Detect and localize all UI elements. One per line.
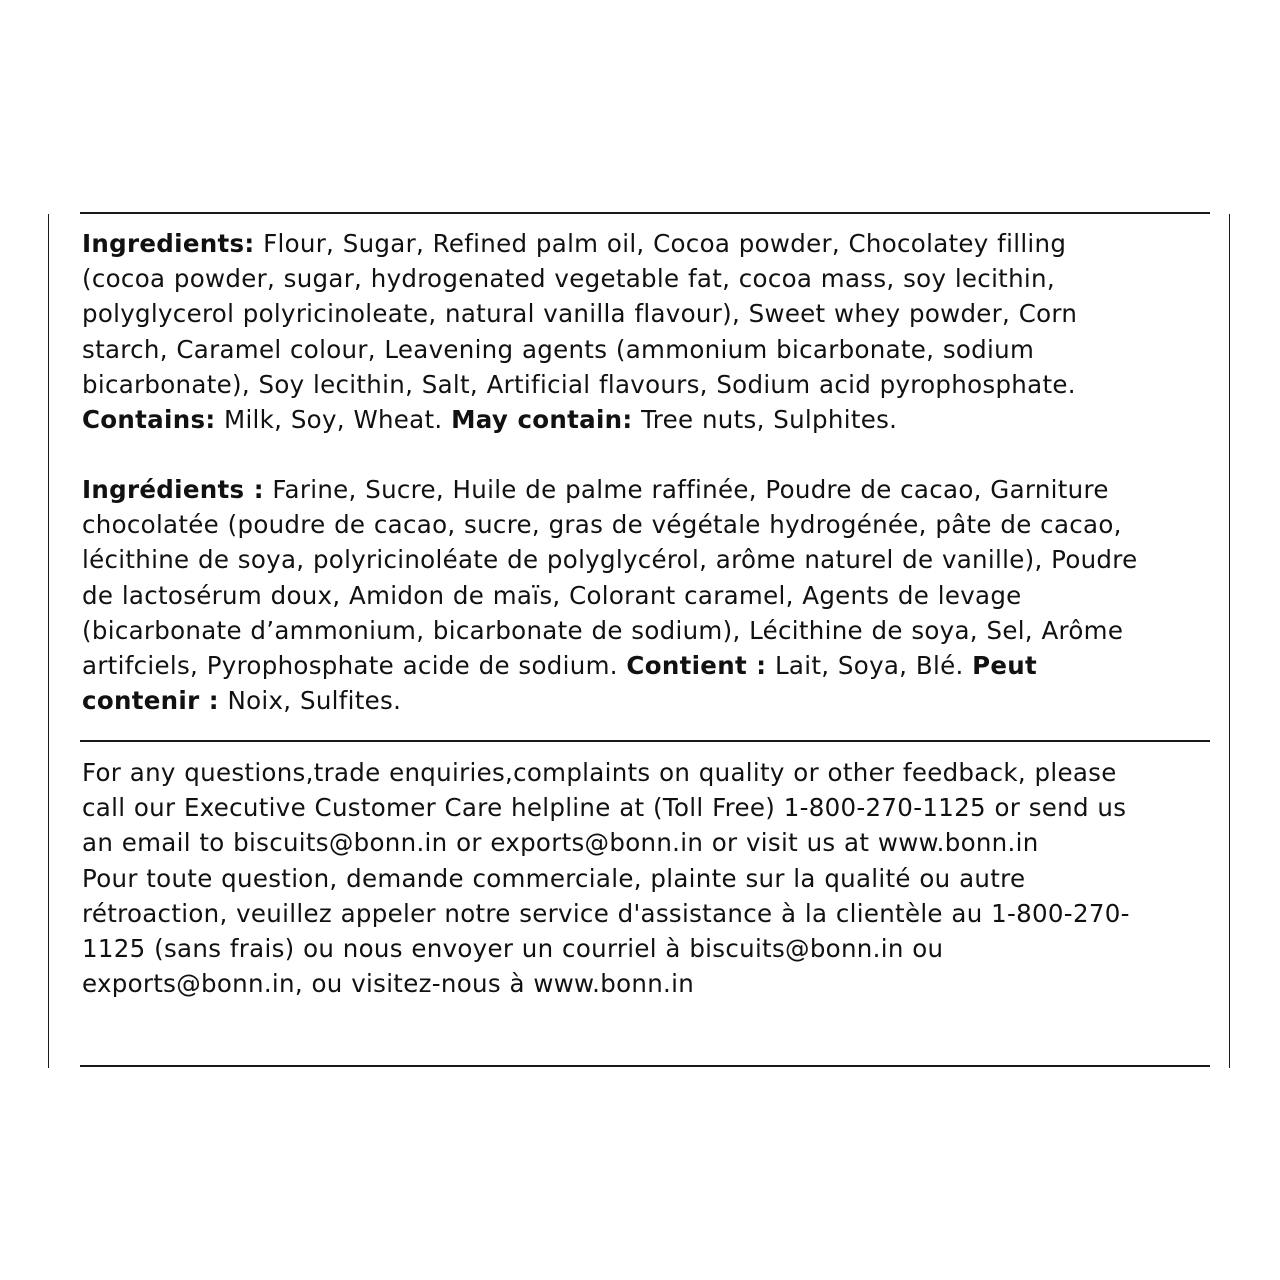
text-line: [82, 296, 1212, 331]
english-ingredients-block: [82, 226, 1212, 437]
text-line: [82, 226, 1212, 261]
text-run: lécithine de soya, polyricinoléate de polyglycérol, arôme naturel de vanille), Poudre: [82, 545, 1138, 575]
text-line: [82, 578, 1212, 613]
text-run: bicarbonate), Soy lecithin, Salt, Artificial flavours, Sodium acid pyrophosphate.: [82, 369, 1076, 399]
text-line: [82, 648, 1212, 683]
text-line: [82, 896, 1212, 931]
text-run: Tree nuts, Sulphites.: [632, 405, 898, 435]
text-run: call our Executive Customer Care helpline at (Toll Free) 1-800-270-1125 or send us: [82, 793, 1127, 823]
bottom-divider: [80, 1065, 1210, 1067]
text-line: [82, 790, 1212, 825]
text-run: Farine, Sucre, Huile de palme raffinée, Poudre de cacao, Garniture: [263, 475, 1109, 504]
text-run: Lait, Soya, Blé.: [766, 651, 973, 681]
text-run: Flour, Sugar, Refined palm oil, Cocoa powder, Chocolatey filling: [254, 229, 1067, 258]
text-line: [82, 931, 1212, 966]
text-run: rétroaction, veuillez appeler notre service d'assistance à la clientèle au 1-800-270-: [82, 898, 1130, 928]
text-run: starch, Caramel colour, Leavening agents (ammonium bicarbonate, sodium: [82, 334, 1035, 364]
text-line: [82, 507, 1212, 542]
text-line: [82, 613, 1212, 648]
peut-contenir-heading-cont: contenir :: [82, 686, 219, 716]
text-line: [82, 261, 1212, 296]
contact-info-block: [82, 755, 1212, 1001]
text-run: For any questions,trade enquiries,complaints on quality or other feedback, please: [82, 758, 1117, 787]
text-line: [82, 825, 1212, 860]
text-run: (bicarbonate d’ammonium, bicarbonate de sodium), Lécithine de soya, Sel, Arôme: [82, 615, 1124, 645]
peut-contenir-heading: Peut: [972, 651, 1038, 681]
text-line: [82, 332, 1212, 367]
text-line: [82, 861, 1212, 896]
text-line: [82, 542, 1212, 577]
right-border: [1229, 214, 1230, 1068]
ingredients-heading-fr: Ingrédients :: [82, 475, 264, 504]
may-contain-heading: May contain:: [451, 405, 633, 435]
top-divider: [80, 212, 1210, 214]
text-run: 1125 (sans frais) ou nous envoyer un courriel à biscuits@bonn.in ou: [82, 934, 944, 964]
text-line: [82, 367, 1212, 402]
text-run: Pour toute question, demande commerciale, plainte sur la qualité ou autre: [82, 863, 1026, 893]
text-run: chocolatée (poudre de cacao, sucre, gras de végétale hydrogénée, pâte de cacao,: [82, 510, 1122, 540]
middle-divider: [80, 740, 1210, 742]
text-run: artifciels, Pyrophosphate acide de sodium.: [82, 651, 627, 681]
text-run: polyglycerol polyricinoleate, natural vanilla flavour), Sweet whey powder, Corn: [82, 299, 1078, 329]
contains-heading: Contains:: [82, 405, 216, 435]
text-line: [82, 966, 1212, 1001]
text-run: de lactosérum doux, Amidon de maïs, Colorant caramel, Agents de levage: [82, 580, 1022, 610]
text-run: Noix, Sulfites.: [218, 686, 402, 716]
text-line: [82, 755, 1212, 790]
left-border: [48, 214, 49, 1068]
contient-heading: Contient :: [626, 651, 767, 681]
ingredients-heading: Ingredients:: [82, 229, 255, 258]
text-line: [82, 472, 1212, 507]
text-run: (cocoa powder, sugar, hydrogenated vegetable fat, cocoa mass, soy lecithin,: [82, 264, 1055, 294]
text-run: an email to biscuits@bonn.in or exports@bonn.in or visit us at www.bonn.in: [82, 828, 1039, 858]
text-run: exports@bonn.in, ou visitez-nous à www.bonn.in: [82, 969, 695, 999]
text-run: Milk, Soy, Wheat.: [215, 405, 452, 435]
french-ingredients-block: [82, 472, 1212, 718]
text-line: [82, 402, 1212, 437]
text-line: [82, 683, 1212, 718]
